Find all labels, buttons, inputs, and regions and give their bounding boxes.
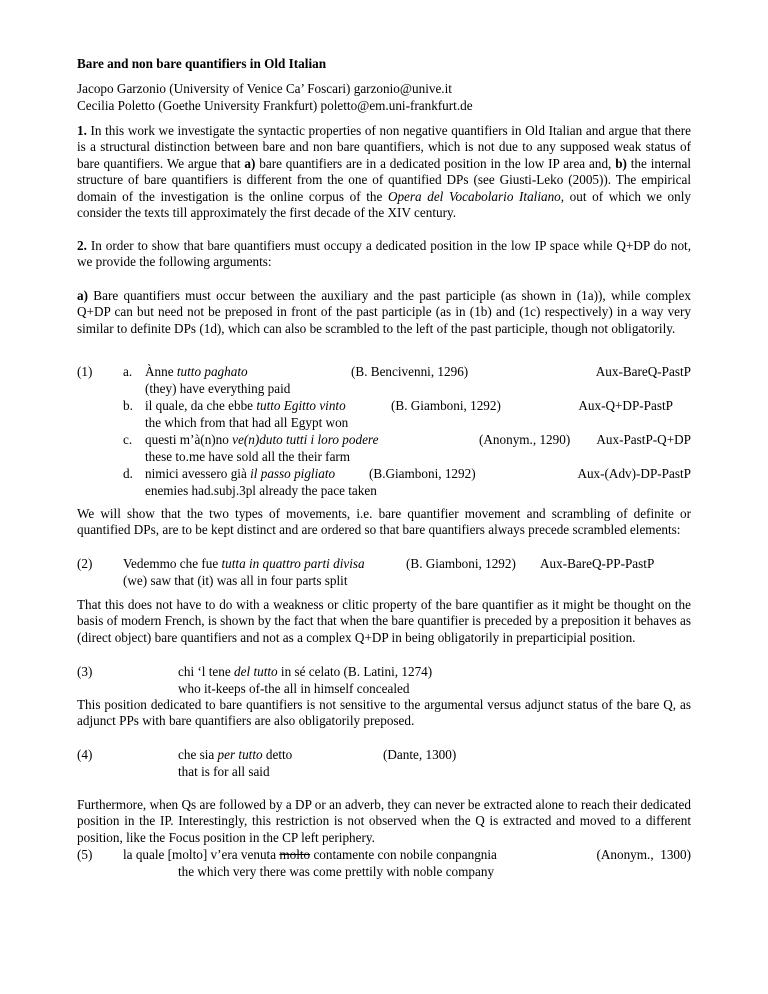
example-number: (2): [77, 556, 93, 571]
example-number: (5): [77, 847, 93, 862]
paragraph-after-example-4: Furthermore, when Qs are followed by a DP or an adverb, they can never be extracted alone to reach their dedicated position in the IP. Interestingly, this restriction is not observed when the Q is extracted and moved to a different position, like the Focus position in the CP left periphery.: [77, 797, 691, 845]
example-1d-text: nimici avessero già il passo pigliato: [145, 466, 336, 481]
example-number: (4): [77, 747, 93, 762]
example-gloss: enemies had.subj.3pl already the pace taken: [145, 483, 377, 498]
example-1a-text: Ànne tutto paghato: [145, 364, 248, 379]
example-letter: d.: [123, 466, 133, 481]
example-letter: c.: [123, 432, 133, 447]
example-gloss: the which from that had all Egypt won: [145, 415, 349, 430]
example-letter: a.: [123, 364, 133, 379]
example-1c-text: questi m’à(n)no ve(n)duto tutti i loro podere: [145, 432, 379, 447]
example-gloss: who it-keeps of-the all in himself concealed: [178, 681, 410, 696]
example-source: (Anonym., 1300): [596, 847, 691, 862]
example-tag: Aux-Q+DP-PastP: [578, 398, 673, 413]
example-gloss: (they) have everything paid: [145, 381, 291, 396]
example-gloss: these to.me have sold all the their farm: [145, 449, 351, 464]
example-gloss: (we) saw that (it) was all in four parts split: [123, 573, 348, 588]
example-source: (Anonym., 1290): [479, 432, 571, 447]
section-number: 1.: [77, 123, 87, 138]
author-block: [77, 81, 473, 114]
example-4-text: che sia per tutto detto: [178, 747, 293, 762]
example-2-text: Vedemmo che fue tutta in quattro parti divisa: [123, 556, 365, 571]
example-number: (3): [77, 664, 93, 679]
example-gloss: that is for all said: [178, 764, 270, 779]
section-2-paragraph: 2. In order to show that bare quantifiers must occupy a dedicated position in the low IP space while Q+DP do not, we provide the following arguments:: [77, 238, 691, 270]
section-1-paragraph: 1. In this work we investigate the syntactic properties of non negative quantifiers in Old Italian and argue that there is a structural distinction between bare and non bare quantifiers, which is not due to any supposed weak status of bare quantifiers. We argue that a) bare quantifiers are in a dedicated position in the low IP area and, b) the internal structure of bare quantifiers is different from the one of quantified DPs (see Giusti-Leko (2005)). The empirical domain of the investigation is the online corpus of the Opera del Vocabolario Italiano, out of which we only consider the texts till approximately the first decade of the XIV century.: [77, 123, 691, 221]
example-tag: Aux-BareQ-PP-PastP: [540, 556, 655, 571]
example-tag: Aux-(Adv)-DP-PastP: [577, 466, 691, 481]
author-line-1: Jacopo Garzonio (University of Venice Ca’ Foscari) garzonio@unive.it: [77, 81, 452, 96]
example-source: (Dante, 1300): [383, 747, 457, 762]
paper-title: Bare and non bare quantifiers in Old Italian: [77, 56, 327, 71]
example-source: (B. Giamboni, 1292): [406, 556, 516, 571]
example-letter: b.: [123, 398, 133, 413]
section-number: 2.: [77, 238, 87, 253]
example-tag: Aux-PastP-Q+DP: [596, 432, 691, 447]
example-tag: Aux-BareQ-PastP: [595, 364, 691, 379]
paragraph-after-example-1: We will show that the two types of movements, i.e. bare quantifier movement and scrambling of definite or quantified DPs, are to be kept distinct and are ordered so that bare quantifiers always precede scrambled elements:: [77, 506, 691, 538]
example-3-text: chi ‘l tene del tutto in sé celato (B. Latini, 1274): [178, 664, 433, 679]
example-source: (B. Bencivenni, 1296): [351, 364, 469, 379]
paragraph-after-example-2: That this does not have to do with a weakness or clitic property of the bare quantifier as it might be thought on the basis of modern French, is shown by the fact that when the bare quantifier is preceded by a preposition it behaves as (direct object) bare quantifiers and not as a complex Q+DP in being obligatorily in preparticipial position.: [77, 597, 691, 645]
example-gloss: the which very there was come prettily with noble company: [178, 864, 495, 879]
example-source: (B. Giamboni, 1292): [391, 398, 501, 413]
example-1b-text: il quale, da che ebbe tutto Egitto vinto: [145, 398, 346, 413]
paragraph-after-example-3: This position dedicated to bare quantifiers is not sensitive to the argumental versus adjunct status of the bare Q, as adjunct PPs with bare quantifiers are also obligatorily preposed.: [77, 697, 691, 729]
example-source: (B.Giamboni, 1292): [369, 466, 476, 481]
author-line-2: Cecilia Poletto (Goethe University Frankfurt) poletto@em.uni-frankfurt.de: [77, 97, 473, 113]
example-number: (1): [77, 364, 93, 379]
example-5-text: la quale [molto] v’era venuta molto contamente con nobile conpangnia: [123, 847, 497, 862]
argument-a-paragraph: a) Bare quantifiers must occur between the auxiliary and the past participle (as shown in (1a)), while complex Q+DP can but need not be preposed in front of the past participle (as in (1b) and (1c) respectively) in a way very similar to definite DPs (1d), which can also be scrambled to the left of the past participle, though not obligatorily.: [77, 288, 691, 336]
